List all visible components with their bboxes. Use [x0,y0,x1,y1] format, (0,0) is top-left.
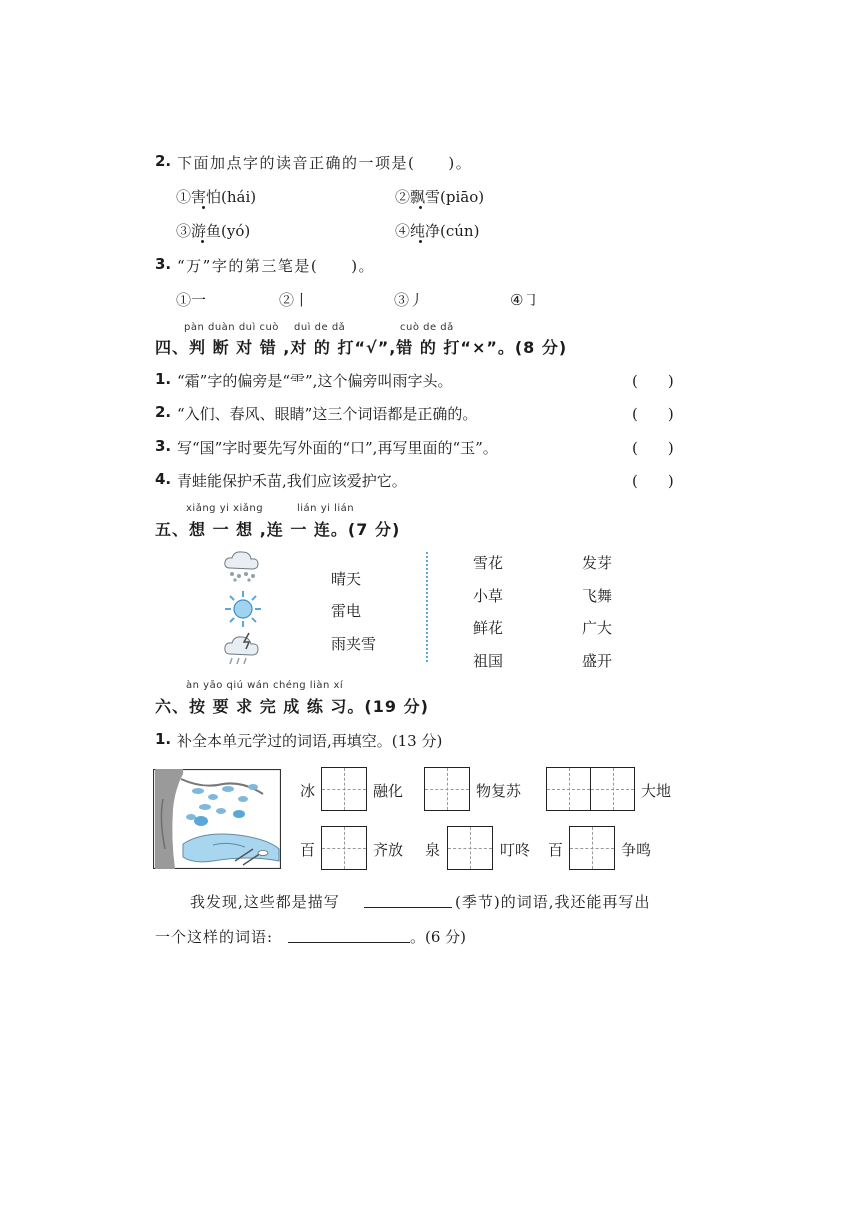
s4-item-3-number: 3. [155,437,172,455]
thunder-cloud-icon [222,632,262,668]
sentence-part-c: 一个这样的词语: [155,928,274,946]
spring-scene-illustration [153,769,281,869]
s4-item-1-answer[interactable]: ( ) [632,372,674,390]
s4-title: 四、判 断 对 错 ,对 的 打“√”,错 的 打“×”。(8 分) [155,338,568,357]
emphasis-dot [419,206,422,209]
row2-word-4: 叮咚 [500,841,531,859]
s5-pinyin-a: xiǎng yi xiǎng [186,503,264,514]
sentence-part-b: (季节)的词语,我还能再写出 [455,893,651,911]
row1-word-2: 融化 [373,782,404,800]
right-word-1[interactable]: 发芽 [582,554,613,572]
row2-word-6: 争鸣 [621,841,652,859]
left-word-2[interactable]: 小草 [473,587,504,605]
s5-title: 五、想 一 想 ,连 一 连。(7 分) [155,520,401,539]
left-word-1[interactable]: 雪花 [473,554,504,572]
row2-word-1: 百 [300,841,316,859]
row2-word-3: 泉 [425,841,441,859]
left-word-3[interactable]: 鲜花 [473,619,504,637]
q3-number: 3. [155,255,172,273]
q3-option-2: ②丨 [279,291,310,309]
s6-title: 六、按 要 求 完 成 练 习。(19 分) [155,697,429,716]
q3-option-1: ①一 [176,291,207,309]
row1-word-1: 冰 [300,782,316,800]
fill-box[interactable] [546,767,591,811]
s4-item-2-text: “入们、春风、眼睛”这三个词语都是正确的。 [177,405,478,423]
q2-option-4: ④纯净(cún) [395,222,480,240]
s4-pinyin-c: cuò de dǎ [400,322,454,333]
weather-word-1[interactable]: 晴天 [331,570,362,588]
fill-box[interactable] [321,826,367,870]
row1-word-4: 大地 [641,782,672,800]
s4-item-2-number: 2. [155,403,172,421]
s4-pinyin-b: duì de dǎ [294,322,346,333]
q3-option-3: ③丿 [394,291,425,309]
q2-number: 2. [155,152,172,170]
s6-pinyin: àn yāo qiú wán chéng liàn xí [186,680,344,691]
fill-box[interactable] [321,767,367,811]
q2-stem: 下面加点字的读音正确的一项是( )。 [177,154,473,172]
row1-word-3: 物复苏 [476,782,522,800]
s4-item-1-text: “霜”字的偏旁是“⻗”,这个偏旁叫雨字头。 [177,372,453,390]
right-word-4[interactable]: 盛开 [582,652,613,670]
dotted-divider [426,552,428,662]
row2-word-2: 齐放 [373,841,404,859]
right-word-3[interactable]: 广大 [582,619,613,637]
s4-item-4-text: 青蛙能保护禾苗,我们应该爱护它。 [177,472,407,490]
s4-item-4-answer[interactable]: ( ) [632,472,674,490]
q3-stem: “万”字的第三笔是( )。 [177,257,376,275]
emphasis-dot [202,206,205,209]
s4-item-4-number: 4. [155,470,172,488]
emphasis-dot [201,240,204,243]
q2-option-2: ②飘雪(piāo) [395,188,485,206]
row2-word-5: 百 [548,841,564,859]
s6-q1-stem: 补全本单元学过的词语,再填空。(13 分) [177,732,443,750]
snow-cloud-icon [222,548,262,582]
left-word-4[interactable]: 祖国 [473,652,504,670]
fill-box[interactable] [447,826,493,870]
fill-box[interactable] [590,767,635,811]
fill-box[interactable] [424,767,470,811]
q2-option-3: ③游鱼(yó) [176,222,251,240]
sentence-part-a: 我发现,这些都是描写 [190,893,340,911]
sun-icon [224,590,262,628]
season-blank[interactable] [364,907,452,908]
s4-item-3-answer[interactable]: ( ) [632,439,674,457]
s5-pinyin-b: lián yi lián [297,503,355,514]
sentence-part-d: 。(6 分) [410,928,467,946]
right-word-2[interactable]: 飞舞 [582,587,613,605]
q2-option-1: ①害怕(hái) [176,188,257,206]
s4-item-1-number: 1. [155,370,172,388]
emphasis-dot [419,240,422,243]
s6-q1-number: 1. [155,730,172,748]
s4-pinyin-a: pàn duàn duì cuò [184,322,279,333]
s4-item-3-text: 写“国”字时要先写外面的“口”,再写里面的“玉”。 [177,439,498,457]
weather-word-2[interactable]: 雷电 [331,602,362,620]
fill-box[interactable] [569,826,615,870]
s4-item-2-answer[interactable]: ( ) [632,405,674,423]
q3-option-4: ④㇆ [510,291,539,309]
weather-word-3[interactable]: 雨夹雪 [331,635,377,653]
word-blank[interactable] [288,942,410,943]
